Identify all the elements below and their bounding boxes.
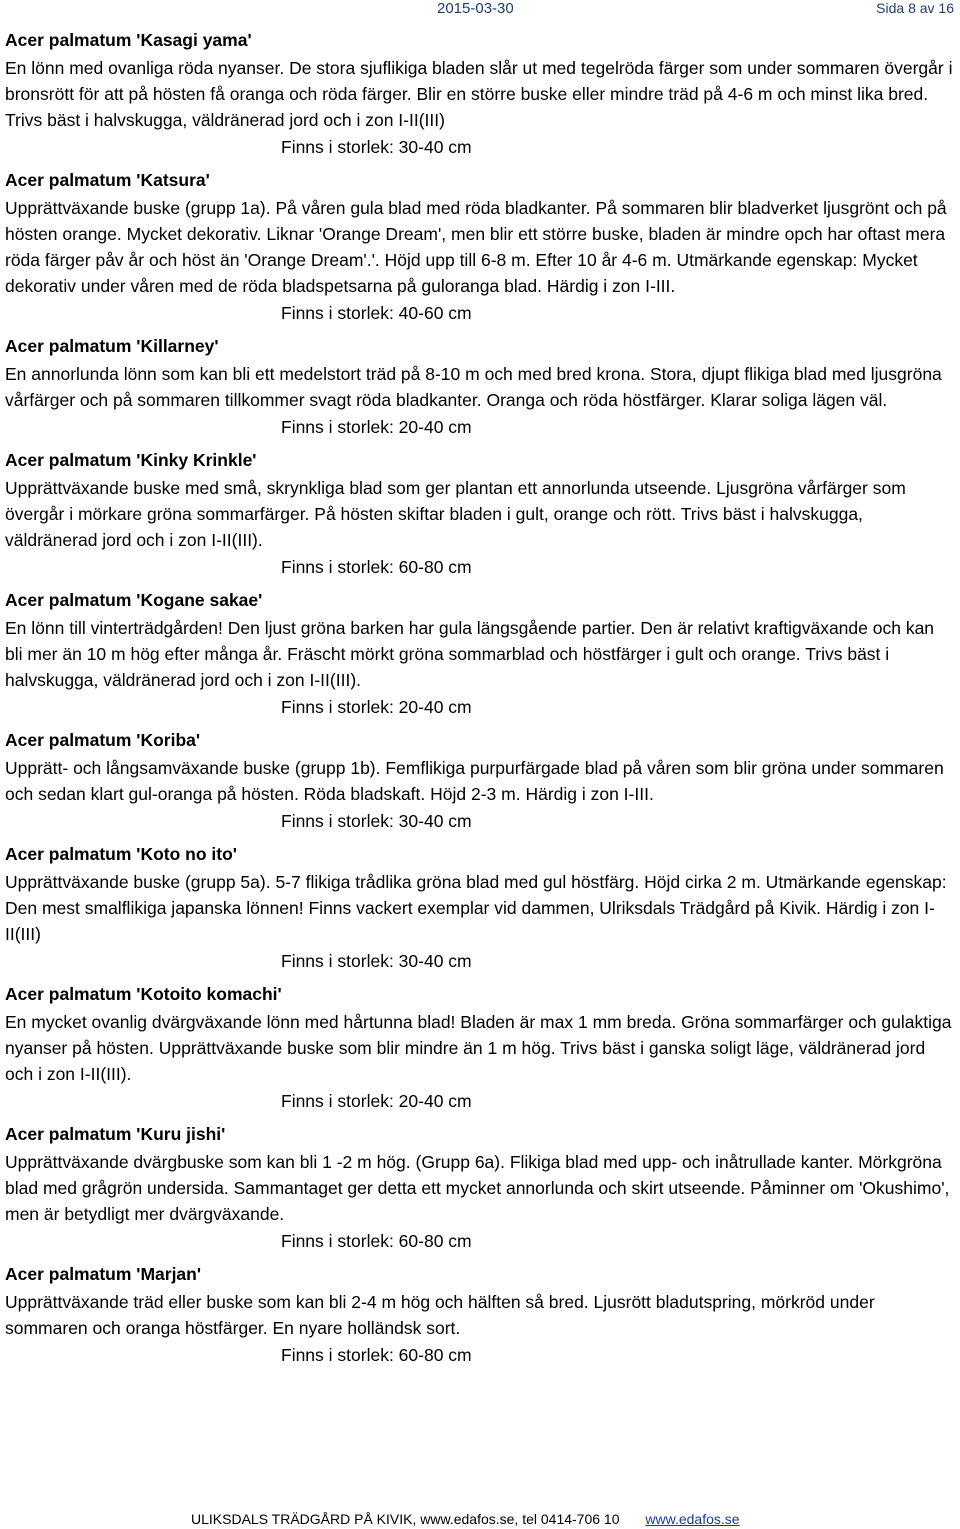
entry-description: Upprättväxande buske (grupp 1a). På våren gula blad med röda bladkanter. På sommaren blir bladverket ljusgrönt och på hösten orange. Mycket dekorativ. Liknar 'Orange Dream', men blir ett större buske, bladen är mindre opch har oftast mera röda färger påv år och höst än 'Orange Dream'.'. Höjd upp till 6-8 m. Efter 10 år 4-6 m. Utmärkande egenskap: Mycket dekorativ under våren med de röda bladspetsarna på guloranga blad. Härdig i zon I-III.	[5, 198, 947, 296]
entry-size: Finns i storlek: 40-60 cm	[281, 303, 472, 323]
entry-title: Acer palmatum 'Kotoito komachi'	[5, 984, 282, 1004]
entry-title: Acer palmatum 'Katsura'	[5, 170, 210, 190]
entry-kuru-jishi	[5, 1121, 955, 1254]
entry-title: Acer palmatum 'Koto no ito'	[5, 844, 237, 864]
entry-title: Acer palmatum 'Koriba'	[5, 730, 201, 750]
entry-title: Acer palmatum 'Kinky Krinkle'	[5, 450, 257, 470]
entry-title: Acer palmatum 'Kogane sakae'	[5, 590, 263, 610]
entry-kinky-krinkle	[5, 447, 955, 580]
entry-title: Acer palmatum 'Kuru jishi'	[5, 1124, 226, 1144]
footer-website-link[interactable]: www.edafos.se	[645, 1511, 740, 1527]
entry-description: Upprättväxande dvärgbuske som kan bli 1 -2 m hög. (Grupp 6a). Flikiga blad med upp- och inåtrullade kanter. Mörkgröna blad med grågrön undersida. Sammantaget ger detta ett mycket annorlunda och skirt utseende. Påminner om 'Okushimo', men är betydligt mer dvärgväxande.	[5, 1152, 950, 1224]
entry-title: Acer palmatum 'Kasagi yama'	[5, 30, 252, 50]
entry-description: En mycket ovanlig dvärgväxande lönn med hårtunna blad! Bladen är max 1 mm breda. Gröna sommarfärger och gulaktiga nyanser på hösten. Upprättväxande buske som blir mindre än 1 m hög. Trivs bäst i ganska soligt läge, väldränerad jord och i zon I-II(III).	[5, 1012, 952, 1084]
entry-size: Finns i storlek: 20-40 cm	[281, 1091, 472, 1111]
page-footer	[191, 1511, 740, 1527]
entry-size: Finns i storlek: 20-40 cm	[281, 417, 472, 437]
entry-size: Finns i storlek: 30-40 cm	[281, 811, 472, 831]
entry-description: En lönn till vinterträdgården! Den ljust gröna barken har gula längsgående partier. Den är relativt kraftigväxande och kan bli mer än 10 m hög efter många år. Fräscht mörkt gröna sommarblad och höstfärger i gult och orange. Trivs bäst i halvskugga, väldränerad jord och i zon I-II(III).	[5, 618, 935, 690]
entry-koriba	[5, 727, 955, 834]
entry-description: En annorlunda lönn som kan bli ett medelstort träd på 8-10 m och med bred krona. Stora, djupt flikiga blad med ljusgröna vårfärger och på sommaren tillkommer svagt röda bladkanter. Oranga och röda höstfärger. Klarar soliga lägen väl.	[5, 364, 942, 410]
header-date: 2015-03-30	[437, 0, 514, 17]
entry-title: Acer palmatum 'Killarney'	[5, 336, 219, 356]
entry-size: Finns i storlek: 30-40 cm	[281, 137, 472, 157]
entry-size: Finns i storlek: 60-80 cm	[281, 1231, 472, 1251]
plant-list	[5, 27, 955, 1375]
entry-marjan	[5, 1261, 955, 1368]
entry-size: Finns i storlek: 30-40 cm	[281, 951, 472, 971]
entry-size: Finns i storlek: 60-80 cm	[281, 1345, 472, 1365]
entry-description: Upprätt- och långsamväxande buske (grupp 1b). Femflikiga purpurfärgade blad på våren som blir gröna under sommaren och sedan klart gul-oranga på hösten. Röda bladskaft. Höjd 2-3 m. Härdig i zon I-III.	[5, 758, 944, 804]
entry-kasagi-yama	[5, 27, 955, 160]
entry-size: Finns i storlek: 60-80 cm	[281, 557, 472, 577]
entry-killarney	[5, 333, 955, 440]
entry-title: Acer palmatum 'Marjan'	[5, 1264, 202, 1284]
page-number: Sida 8 av 16	[876, 0, 954, 16]
footer-text: ULIKSDALS TRÄDGÅRD PÅ KIVIK, www.edafos.se, tel 0414-706 10	[191, 1511, 620, 1527]
entry-koto-no-ito	[5, 841, 955, 974]
entry-katsura	[5, 167, 955, 326]
entry-size: Finns i storlek: 20-40 cm	[281, 697, 472, 717]
entry-description: En lönn med ovanliga röda nyanser. De stora sjuflikiga bladen slår ut med tegelröda färger som under sommaren övergår i bronsrött för att på hösten få oranga och röda färger. Blir en större buske eller mindre träd på 4-6 m och minst lika bred. Trivs bäst i halvskugga, väldränerad jord och i zon I-II(III)	[5, 58, 953, 130]
entry-description: Upprättväxande buske med små, skrynkliga blad som ger plantan ett annorlunda utseende. Ljusgröna vårfärger som övergår i mörkare gröna sommarfärger. På hösten skiftar bladen i gult, orange och rött. Trivs bäst i halvskugga, väldränerad jord och i zon I-II(III).	[5, 478, 906, 550]
entry-kogane-sakae	[5, 587, 955, 720]
entry-description: Upprättväxande träd eller buske som kan bli 2-4 m hög och hälften så bred. Ljusrött bladutspring, mörkröd under sommaren och oranga höstfärger. En nyare holländsk sort.	[5, 1292, 875, 1338]
entry-description: Upprättväxande buske (grupp 5a). 5-7 flikiga trådlika gröna blad med gul höstfärg. Höjd cirka 2 m. Utmärkande egenskap: Den mest smalflikiga japanska lönnen! Finns vackert exemplar vid dammen, Ulriksdals Trädgård på Kivik. Härdig i zon I-II(III)	[5, 872, 947, 944]
entry-kotoito-komachi	[5, 981, 955, 1114]
